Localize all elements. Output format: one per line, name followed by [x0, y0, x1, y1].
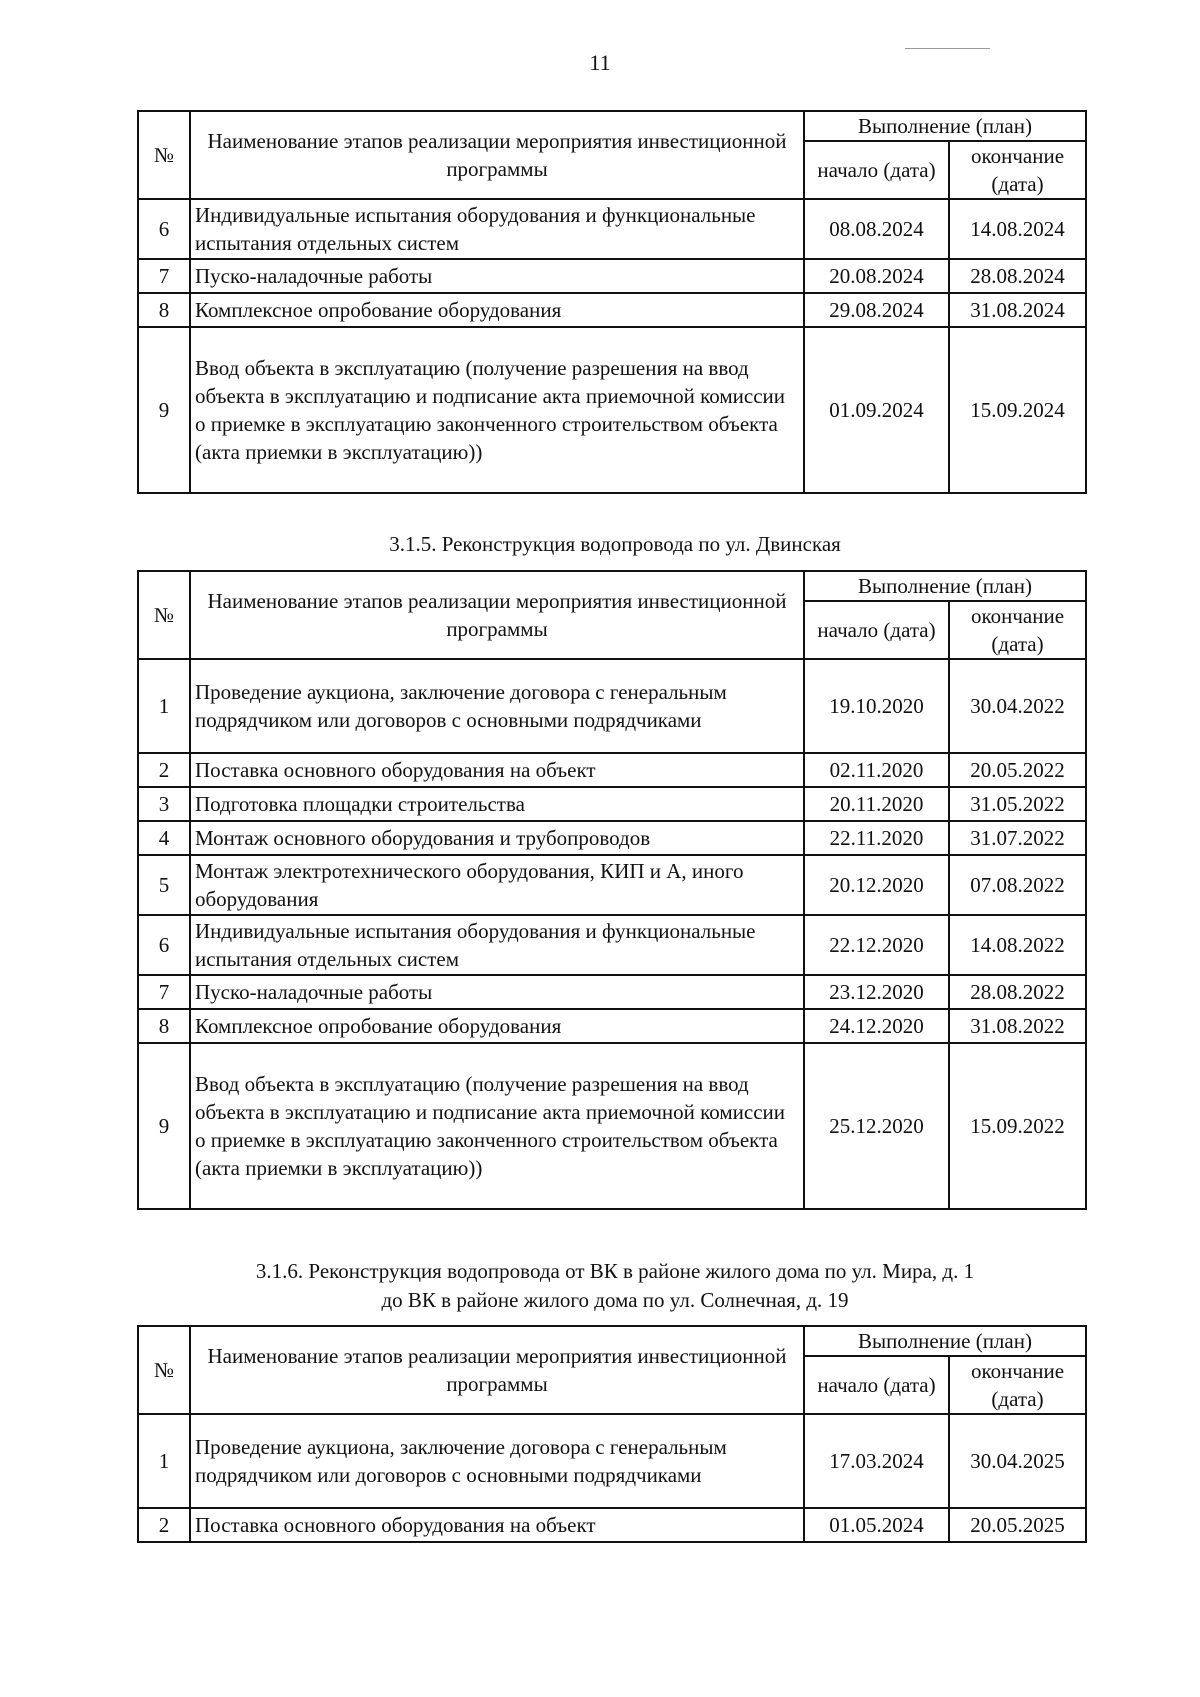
- row-num: 1: [138, 1414, 190, 1508]
- header-end: окончание (дата): [949, 1356, 1086, 1414]
- row-name: Поставка основного оборудования на объект: [190, 753, 804, 787]
- row-num: 7: [138, 975, 190, 1009]
- row-end: 14.08.2024: [949, 199, 1086, 259]
- section-title-line-2: до ВК в районе жилого дома по ул. Солнечная, д. 19: [381, 1288, 849, 1312]
- header-start: начало (дата): [804, 141, 949, 199]
- row-name: Пуско-наладочные работы: [190, 259, 804, 293]
- row-end: 28.08.2024: [949, 259, 1086, 293]
- table-row: [138, 975, 1086, 1009]
- row-start: 22.12.2020: [804, 915, 949, 975]
- page-number: 11: [589, 50, 611, 75]
- row-start: 20.11.2020: [804, 787, 949, 821]
- row-end: 15.09.2024: [949, 327, 1086, 493]
- row-end: 20.05.2025: [949, 1508, 1086, 1542]
- header-start: начало (дата): [804, 1356, 949, 1414]
- header-execution: Выполнение (план): [804, 571, 1086, 601]
- row-end: 30.04.2022: [949, 659, 1086, 753]
- header-end: окончание (дата): [949, 141, 1086, 199]
- row-name: Индивидуальные испытания оборудования и функциональные испытания отдельных систем: [190, 199, 804, 259]
- row-start: 08.08.2024: [804, 199, 949, 259]
- row-start: 23.12.2020: [804, 975, 949, 1009]
- header-start: начало (дата): [804, 601, 949, 659]
- row-name: Проведение аукциона, заключение договора с генеральным подрядчиком или договоров с основными подрядчиками: [190, 659, 804, 753]
- row-name: Монтаж основного оборудования и трубопроводов: [190, 821, 804, 855]
- row-name: Ввод объекта в эксплуатацию (получение разрешения на ввод объекта в эксплуатацию и подписание акта приемочной комиссии о приемке в эксплуатацию законченного строительством объекта (акта приемки в эксплуатацию)): [190, 327, 804, 493]
- table-row: [138, 199, 1086, 259]
- row-name: Комплексное опробование оборудования: [190, 1009, 804, 1043]
- row-name: Пуско-наладочные работы: [190, 975, 804, 1009]
- table-row: [138, 855, 1086, 915]
- row-name: Индивидуальные испытания оборудования и функциональные испытания отдельных систем: [190, 915, 804, 975]
- row-name: Ввод объекта в эксплуатацию (получение разрешения на ввод объекта в эксплуатацию и подписание акта приемочной комиссии о приемке в эксплуатацию законченного строительством объекта (акта приемки в эксплуатацию)): [190, 1043, 804, 1209]
- section-title-line-1: 3.1.6. Реконструкция водопровода от ВК в районе жилого дома по ул. Мира, д. 1: [255, 1259, 975, 1283]
- header-name: Наименование этапов реализации мероприятия инвестиционной программы: [190, 571, 804, 659]
- row-end: 15.09.2022: [949, 1043, 1086, 1209]
- table-row: [138, 293, 1086, 327]
- row-num: 2: [138, 1508, 190, 1542]
- row-num: 4: [138, 821, 190, 855]
- header-execution: Выполнение (план): [804, 1326, 1086, 1356]
- table-row: [138, 1414, 1086, 1508]
- row-end: 31.08.2022: [949, 1009, 1086, 1043]
- row-start: 01.05.2024: [804, 1508, 949, 1542]
- row-end: 14.08.2022: [949, 915, 1086, 975]
- section-title-3-1-5: 3.1.5. Реконструкция водопровода по ул. Двинская: [389, 532, 841, 556]
- row-num: 5: [138, 855, 190, 915]
- row-start: 17.03.2024: [804, 1414, 949, 1508]
- row-end: 20.05.2022: [949, 753, 1086, 787]
- header-execution: Выполнение (план): [804, 111, 1086, 141]
- row-name: Комплексное опробование оборудования: [190, 293, 804, 327]
- table-row: [138, 327, 1086, 493]
- row-name: Подготовка площадки строительства: [190, 787, 804, 821]
- stages-table-1: [137, 110, 1087, 494]
- header-num: №: [138, 1326, 190, 1414]
- row-end: 28.08.2022: [949, 975, 1086, 1009]
- row-num: 6: [138, 199, 190, 259]
- row-end: 07.08.2022: [949, 855, 1086, 915]
- row-num: 9: [138, 327, 190, 493]
- table-row: [138, 659, 1086, 753]
- row-end: 31.07.2022: [949, 821, 1086, 855]
- table-row: [138, 821, 1086, 855]
- header-name: Наименование этапов реализации мероприятия инвестиционной программы: [190, 111, 804, 199]
- stages-table-3: [137, 1325, 1087, 1543]
- row-start: 24.12.2020: [804, 1009, 949, 1043]
- row-start: 29.08.2024: [804, 293, 949, 327]
- row-start: 19.10.2020: [804, 659, 949, 753]
- table-row: [138, 1009, 1086, 1043]
- row-start: 01.09.2024: [804, 327, 949, 493]
- table-row: [138, 787, 1086, 821]
- row-name: Монтаж электротехнического оборудования, КИП и А, иного оборудования: [190, 855, 804, 915]
- row-num: 8: [138, 1009, 190, 1043]
- header-num: №: [138, 111, 190, 199]
- row-num: 1: [138, 659, 190, 753]
- row-name: Проведение аукциона, заключение договора с генеральным подрядчиком или договоров с основными подрядчиками: [190, 1414, 804, 1508]
- row-start: 02.11.2020: [804, 753, 949, 787]
- header-num: №: [138, 571, 190, 659]
- table-row: [138, 1043, 1086, 1209]
- row-num: 9: [138, 1043, 190, 1209]
- row-num: 7: [138, 259, 190, 293]
- table-row: [138, 259, 1086, 293]
- header-end: окончание (дата): [949, 601, 1086, 659]
- row-end: 31.08.2024: [949, 293, 1086, 327]
- row-num: 6: [138, 915, 190, 975]
- section-title-3-1-6: [140, 1257, 1090, 1315]
- table-row: [138, 915, 1086, 975]
- table-row: [138, 1508, 1086, 1542]
- row-name: Поставка основного оборудования на объект: [190, 1508, 804, 1542]
- row-num: 2: [138, 753, 190, 787]
- stages-table-2: [137, 570, 1087, 1210]
- scan-artifact-line: [905, 48, 990, 49]
- row-end: 31.05.2022: [949, 787, 1086, 821]
- row-start: 20.12.2020: [804, 855, 949, 915]
- row-start: 22.11.2020: [804, 821, 949, 855]
- row-num: 3: [138, 787, 190, 821]
- row-num: 8: [138, 293, 190, 327]
- table-row: [138, 753, 1086, 787]
- row-start: 20.08.2024: [804, 259, 949, 293]
- row-start: 25.12.2020: [804, 1043, 949, 1209]
- row-end: 30.04.2025: [949, 1414, 1086, 1508]
- header-name: Наименование этапов реализации мероприятия инвестиционной программы: [190, 1326, 804, 1414]
